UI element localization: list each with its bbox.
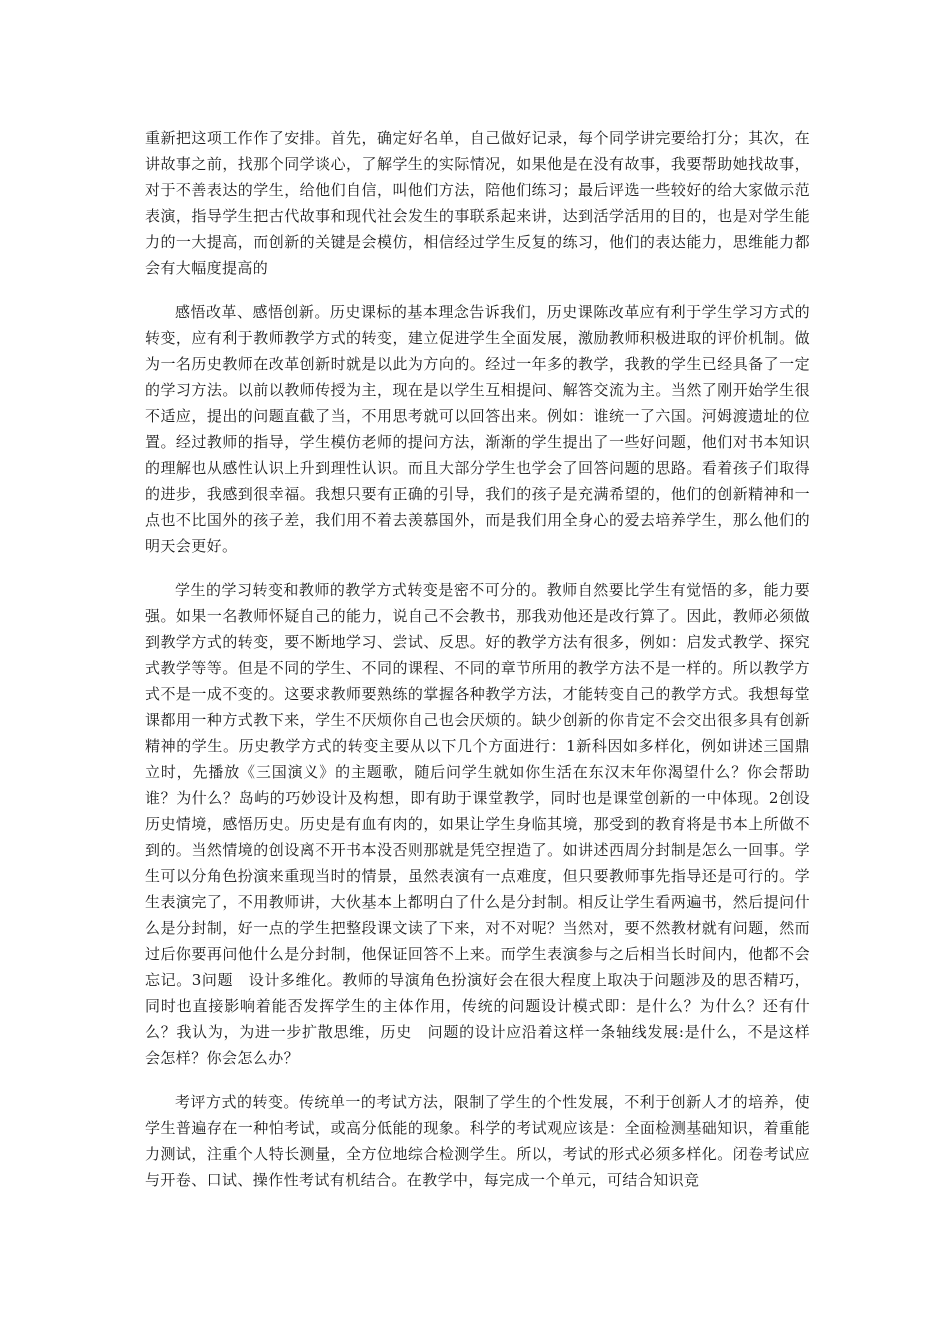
paragraph-continuation: 重新把这项工作作了安排。首先，确定好名单，自己做好记录，每个同学讲完要给打分；其次，在讲故事之前，找那个同学谈心，了解学生的实际情况，如果他是在没有故事，我要帮助她找故事，对于不善表达的学生，给他们自信，叫他们方法，陪他们练习；最后评选一些较好的给大家做示范表演，指导学生把古代故事和现代社会发生的事联系起来讲，达到活学活用的目的，也是对学生能力的一大提高，而创新的关键是会模仿，相信经过学生反复的练习，他们的表达能力，思维能力都会有大幅度提高的 — [145, 129, 810, 277]
paragraph-reform-innovation: 感悟改革、感悟创新。历史课标的基本理念告诉我们，历史课陈改革应有利于学生学习方式的转变，应有利于教师教学方式的转变，建立促进学生全面发展，激励教师积极进取的评价机制。做为一名历史教师在改革创新时就是以此为方向的。经过一年多的教学，我教的学生已经具备了一定的学习方法。以前以教师传授为主，现在是以学生互相提问、解答交流为主。当然了刚开始学生很不适应，提出的问题直截了当，不用思考就可以回答出来。例如：谁统一了六国。河姆渡遗址的位置。经过教师的指导，学生模仿老师的提问方法，渐渐的学生提出了一些好问题，他们对书本知识的理解也从感性认识上升到理性认识。而且大部分学生也学会了回答问题的思路。看着孩子们取得的进步，我感到很幸福。我想只要有正确的引导，我们的孩子是充满希望的，他们的创新精神和一点也不比国外的孩子差，我们用不着去羡慕国外，而是我们用全身心的爱去培养学生，那么他们的明天会更好。 — [145, 303, 810, 555]
paragraph-assessment: 考评方式的转变。传统单一的考试方法，限制了学生的个性发展，不利于创新人才的培养，使学生普遍存在一种怕考试，或高分低能的现象。科学的考试观应该是：全面检测基础知识，着重能力测试，注重个人特长测量，全方位地综合检测学生。所以，考试的形式必须多样化。闭卷考试应与开卷、口试、操作性考试有机结合。在教学中，每完成一个单元，可结合知识竞 — [145, 1093, 810, 1189]
paragraph-teaching-method: 学生的学习转变和教师的教学方式转变是密不可分的。教师自然要比学生有觉悟的多，能力要强。如果一名教师怀疑自己的能力，说自己不会教书，那我劝他还是改行算了。因此，教师必须做到教学方式的转变，要不断地学习、尝试、反思。好的教学方法有很多，例如：启发式教学、探究式教学等等。但是不同的学生、不同的课程、不同的章节所用的教学方法不是一样的。所以教学方式不是一成不变的。这要求教师要熟练的掌握各种教学方法，才能转变自己的教学方式。我想每堂课都用一种方式教下来，学生不厌烦你自己也会厌烦的。缺少创新的你肯定不会交出很多具有创新精神的学生。历史教学方式的转变主要从以下几个方面进行：1新科因如多样化，例如讲述三国鼎立时，先播放《三国演义》的主题歌，随后问学生就如你生活在东汉末年你渴望什么？你会帮助谁？为什么？岛屿的巧妙设计及构想，即有助于课堂教学，同时也是课堂创新的一中体现。2创设历史情境，感悟历史。历史是有血有肉的，如果让学生身临其境，那受到的教育将是书本上所做不到的。当然情境的创设离不开书本没否则那就是凭空捏造了。如讲述西周分封制是怎么一回事。学生可以分角色扮演来重现当时的情景，虽然表演有一点难度，但只要教师事先指导还是可行的。学生表演完了，不用教师讲，大伙基本上都明白了什么是分封制。相反让学生看两遍书，然后提问什么是分封制，好一点的学生把整段课文读了下来，对不对呢？当然对，要不然教材就有问题，然而过后你要再问他什么是分封制，他保证回答不上来。而学生表演参与之后相当长时间内，他都不会忘记。3问题 设计多维化。教师的导演角色扮演好会在很大程度上取决于问题涉及的思否精巧，同时也直接影响着能否发挥学生的主体作用，传统的问题设计模式即：是什么？为什么？还有什么？我认为，为进一步扩散思维，历史 问题的设计应沿着这样一条轴线发展:是什么，不是这样会怎样？你会怎么办？ — [145, 581, 810, 1067]
document-body — [145, 125, 810, 1211]
